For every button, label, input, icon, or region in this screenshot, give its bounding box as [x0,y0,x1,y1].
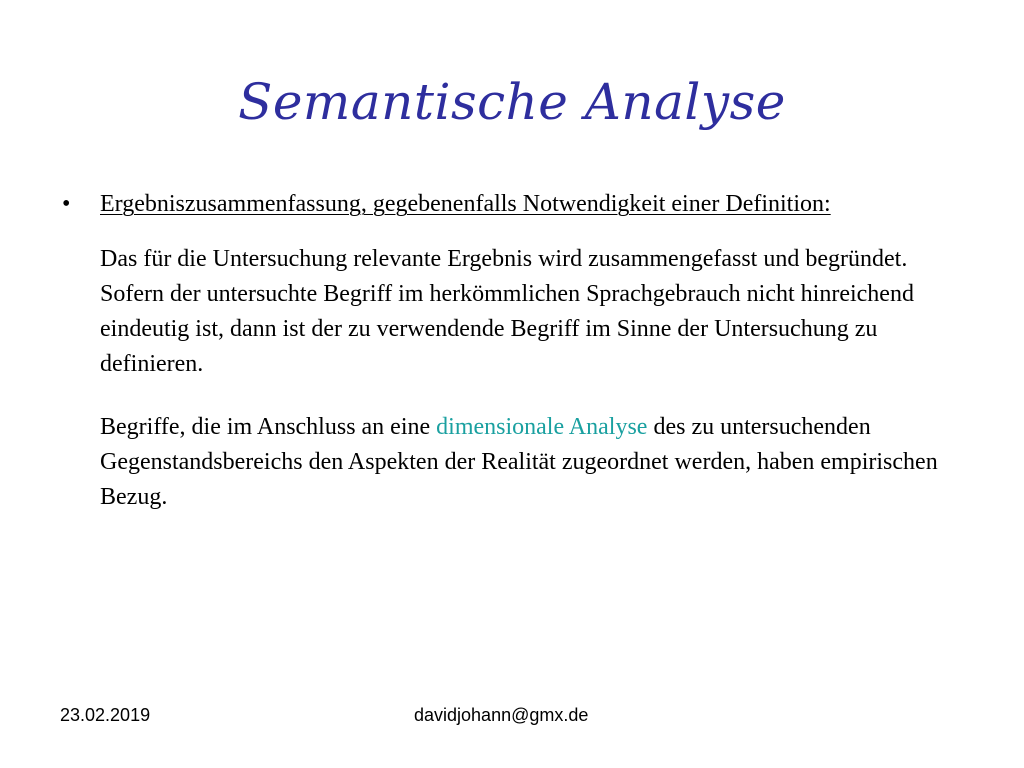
paragraph2-text-before: Begriffe, die im Anschluss an eine [100,414,437,440]
footer-date: 23.02.2019 [60,705,151,725]
footer-email: davidjohann@gmx.de [414,705,589,725]
slide-body [62,187,972,515]
dimensionale-analyse-link[interactable]: dimensionale Analyse [436,414,648,440]
paragraph-result-summary: Das für die Untersuchung relevante Ergebnis wird zusammengefasst und begründet. Sofern der untersuchte Begriff im herkömmlichen Sprachgebrauch nicht hinreichend eindeutig ist, dann ist der zu verwendende Begriff im Sinne der Untersuchung zu definieren. [100,246,914,377]
paragraph-empirical-reference [100,410,970,515]
bullet-heading: Ergebniszusammenfassung, gegebenenfalls Notwendigkeit einer Definition: [100,191,831,217]
slide-title: Semantische Analyse [238,73,786,131]
paragraph2-text-after: des zu untersuchenden Gegenstandsbereichs den Aspekten der Realität zugeordnet werden, haben empirischen Bezug. [100,414,938,510]
bullet-item [62,187,972,222]
bullet-dot-icon: • [62,191,71,217]
